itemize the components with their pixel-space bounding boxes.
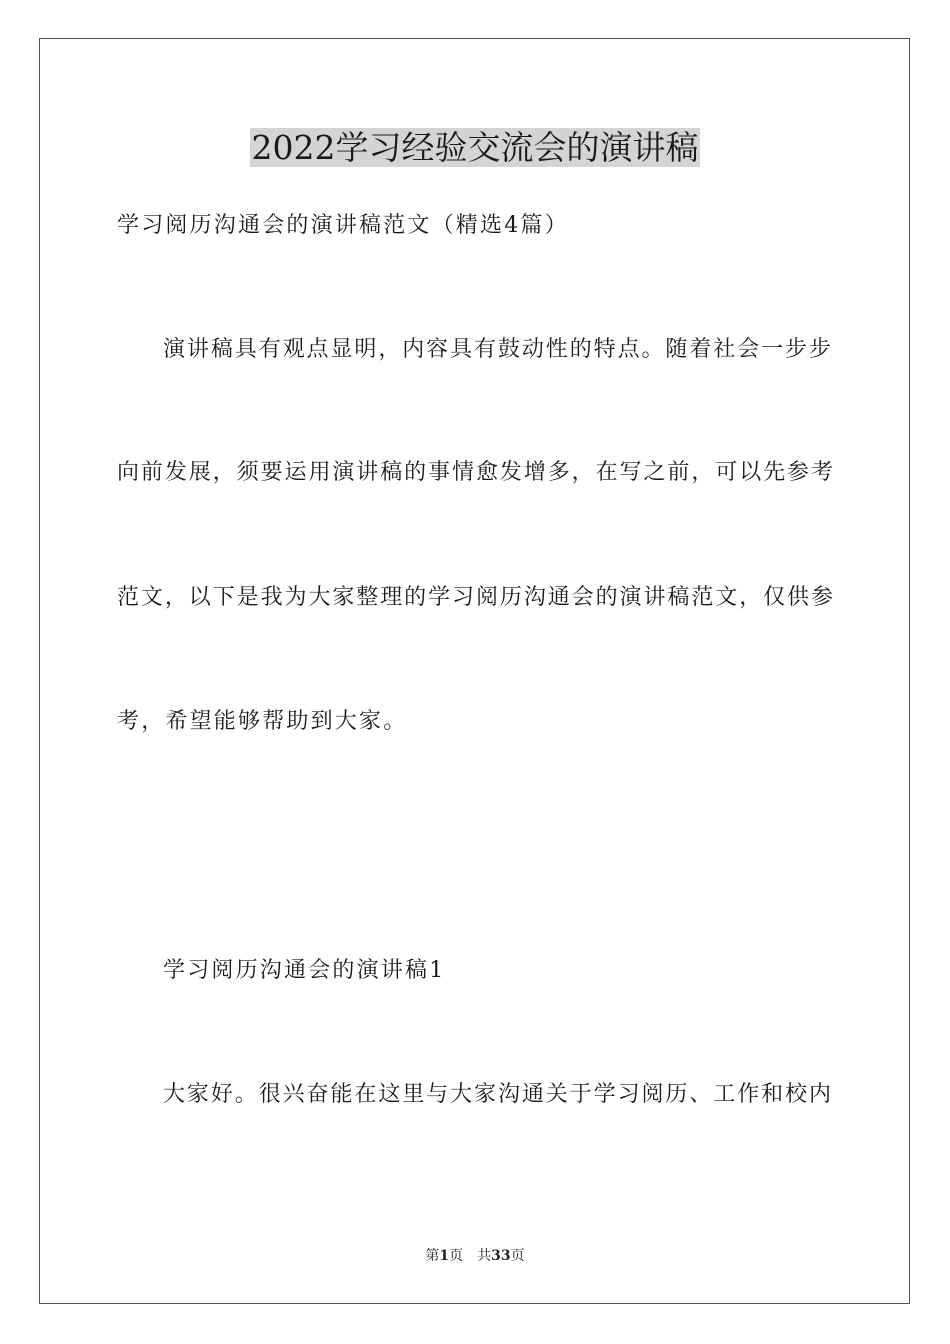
paragraph-line: 范文，以下是我为大家整理的学习阅历沟通会的演讲稿范文，仅供参 xyxy=(117,585,833,610)
footer-total-pages: 33 xyxy=(491,1248,511,1264)
footer-page-number: 1 xyxy=(439,1248,450,1264)
paragraph-line: 大家好。很兴奋能在这里与大家沟通关于学习阅历、工作和校内 xyxy=(163,1082,831,1107)
footer-total-prefix: 共 xyxy=(477,1248,492,1264)
document-subtitle: 学习阅历沟通会的演讲稿范文（精选4篇） xyxy=(117,213,569,238)
footer-page-suffix: 页 xyxy=(449,1248,464,1264)
paragraph-line: 向前发展，须要运用演讲稿的事情愈发增多，在写之前，可以先参考 xyxy=(117,460,833,485)
footer-total-suffix: 页 xyxy=(510,1248,525,1264)
footer-page-prefix: 第 xyxy=(425,1248,440,1264)
page-footer xyxy=(0,1246,950,1266)
paragraph-line: 考，希望能够帮助到大家。 xyxy=(117,709,408,734)
paragraph-line: 演讲稿具有观点显明，内容具有鼓动性的特点。随着社会一步步 xyxy=(163,337,831,362)
section-heading: 学习阅历沟通会的演讲稿1 xyxy=(163,958,446,983)
document-title xyxy=(0,126,950,170)
document-title-text: 2022学习经验交流会的演讲稿 xyxy=(251,128,699,167)
